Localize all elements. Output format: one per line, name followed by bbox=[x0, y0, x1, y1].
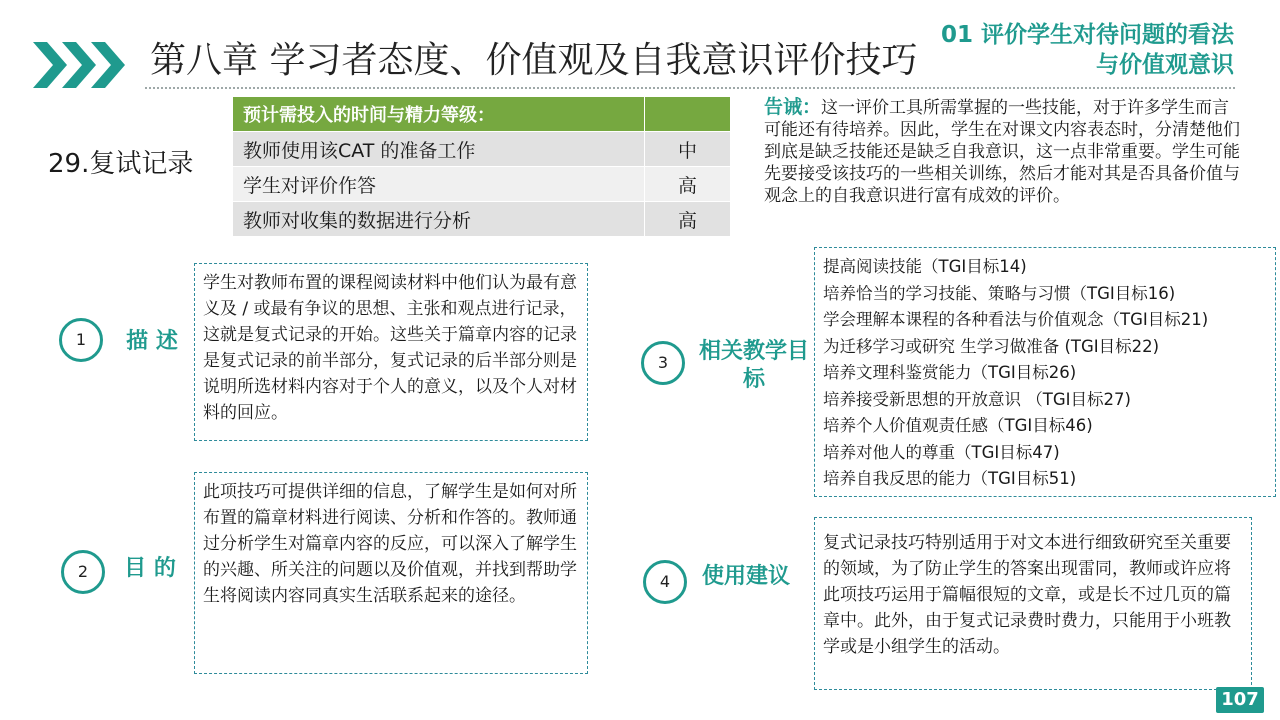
purpose-box: 此项技巧可提供详细的信息，了解学生是如何对所布置的篇章材料进行阅读、分析和作答的。教师通过分析学生对篇章内容的反应，可以深入了解学生的兴趣、所关注的问题以及价值观，并找到帮助学生将阅读内容同真实生活联系起来的途径。 bbox=[194, 472, 588, 674]
section-label-purpose: 目 的 bbox=[124, 556, 176, 581]
table-header-cell bbox=[645, 97, 731, 132]
table-header-cell: 预计需投入的时间与精力等级： bbox=[233, 97, 645, 132]
section-number-1: 1 bbox=[59, 318, 103, 362]
list-item: 学会理解本课程的各种看法与价值观念（TGI目标21) bbox=[823, 310, 1209, 329]
header-divider bbox=[145, 87, 1235, 89]
table-cell-item: 学生对评价作答 bbox=[233, 167, 645, 202]
teaching-goals-box bbox=[814, 247, 1276, 497]
list-item: 培养文理科鉴赏能力（TGI目标26) bbox=[823, 363, 1077, 382]
table-cell-item: 教师使用该CAT 的准备工作 bbox=[233, 132, 645, 167]
table-header-row bbox=[233, 97, 731, 132]
section-label-description: 描 述 bbox=[126, 329, 178, 354]
list-item: 培养对他人的尊重（TGI目标47) bbox=[823, 442, 1060, 462]
list-item: 为迁移学习或研究 生学习做准备 (TGI目标22) bbox=[823, 336, 1160, 356]
warning-note bbox=[764, 96, 1240, 207]
section-label-teaching-goals: 相关教学目标 bbox=[698, 339, 809, 392]
table-row bbox=[233, 202, 731, 237]
list-item: 培养恰当的学习技能、策略与习惯（TGI目标16) bbox=[823, 283, 1176, 303]
effort-table bbox=[232, 96, 731, 237]
table-cell-level: 高 bbox=[645, 167, 731, 202]
record-title: 29.复试记录 bbox=[48, 149, 194, 179]
table-row bbox=[233, 132, 731, 167]
section-number-2: 2 bbox=[61, 550, 105, 594]
warning-text: 这一评价工具所需掌握的一些技能，对于许多学生而言可能还有待培养。因此，学生在对课文内容表态时，分清楚他们到底是缺乏技能还是缺乏自我意识，这一点非常重要。学生可能先要接受该技巧的一些相关训练，然后才能对其是否具备价值与观念上的自我意识进行富有成效的评价。 bbox=[764, 98, 1240, 206]
page-title: 第八章 学习者态度、价值观及自我意识评价技巧 bbox=[150, 40, 918, 81]
usage-advice-box: 复式记录技巧特别适用于对文本进行细致研究至关重要的领域，为了防止学生的答案出现雷同，教师或许应将此项技巧运用于篇幅很短的文章，或是长不过几页的篇章中。此外，由于复式记录费时费力，只能用于小班教学或是小组学生的活动。 bbox=[814, 517, 1252, 690]
table-row bbox=[233, 167, 731, 202]
description-box: 学生对教师布置的课程阅读材料中他们认为最有意义及 / 或最有争议的思想、主张和观点进行记录，这就是复式记录的开始。这些关于篇章内容的记录是复式记录的前半部分，复式记录的后半部分则是说明所选材料内容对于个人的意义，以及个人对材料的回应。 bbox=[194, 263, 588, 441]
section-number-4: 4 bbox=[643, 560, 687, 604]
list-item: 培养自我反思的能力（TGI目标51) bbox=[823, 469, 1077, 488]
warning-label: 告诫： bbox=[764, 96, 822, 118]
list-item: 培养个人价值观责任感（TGI目标46) bbox=[823, 416, 1093, 435]
table-cell-item: 教师对收集的数据进行分析 bbox=[233, 202, 645, 237]
chevron-right-icon bbox=[91, 42, 125, 88]
list-item: 培养接受新思想的开放意识 （TGI目标27) bbox=[823, 389, 1131, 409]
section-label-usage-advice: 使用建议 bbox=[701, 564, 790, 589]
table-cell-level: 高 bbox=[645, 202, 731, 237]
page-number: 107 bbox=[1216, 687, 1264, 713]
list-item: 提高阅读技能（TGI目标14) bbox=[823, 257, 1027, 276]
teaching-goals-list bbox=[823, 254, 1267, 493]
section-number-3: 3 bbox=[641, 341, 685, 385]
section-title: 01 评价学生对待问题的看法与价值观意识 bbox=[940, 22, 1234, 78]
table-cell-level: 中 bbox=[645, 132, 731, 167]
